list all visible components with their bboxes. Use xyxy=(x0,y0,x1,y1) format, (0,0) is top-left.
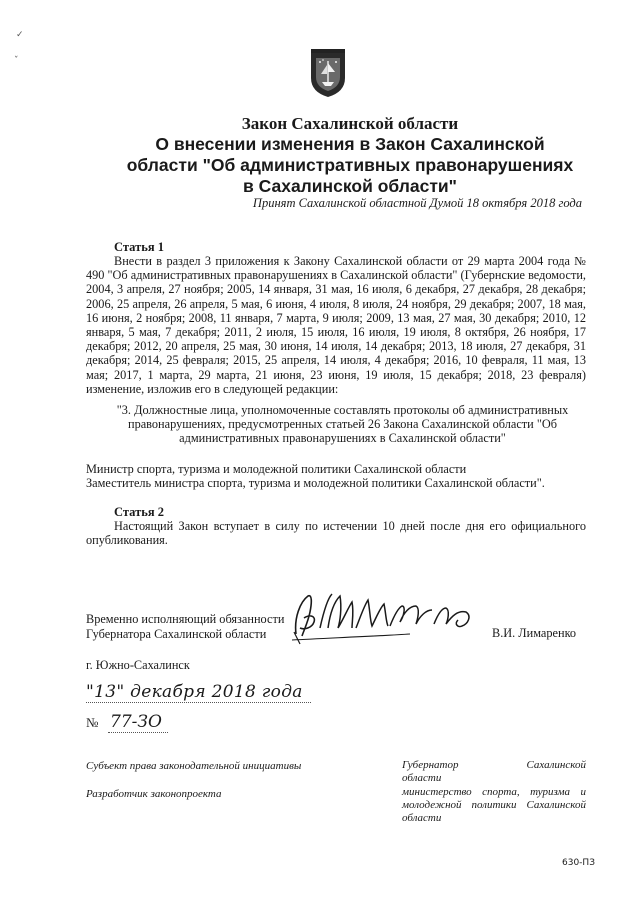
footer-developer-label: Разработчик законопроекта xyxy=(86,788,222,800)
law-title: Закон Сахалинской области xyxy=(241,114,459,133)
signatory-position-line: Временно исполняющий обязанности xyxy=(86,612,285,626)
coat-of-arms-icon xyxy=(308,48,348,98)
scan-mark: ˇ xyxy=(14,56,19,66)
minister-line: Министр спорта, туризма и молодежной политики Сахалинской области xyxy=(86,462,467,476)
city-line: г. Южно-Сахалинск xyxy=(86,658,190,672)
footer-subject-word: Сахалинской xyxy=(526,759,586,771)
article-2-heading: Статья 2 xyxy=(114,505,164,519)
main-title-line: О внесении изменения в Закон Сахалинской xyxy=(155,134,545,154)
handwritten-date: "13" декабря 2018 года xyxy=(86,682,303,702)
adoption-note: Принят Сахалинской областной Думой 18 октября 2018 года xyxy=(252,196,582,210)
footer-subject-label: Субъект права законодательной инициативы xyxy=(86,760,302,772)
signatory-position-line: Губернатора Сахалинской области xyxy=(86,626,267,641)
deputy-line: Заместитель министра спорта, туризма и молодежной политики Сахалинской области". xyxy=(86,476,545,490)
date-underline xyxy=(86,702,311,703)
main-title-line: в Сахалинской области" xyxy=(243,176,457,196)
footer-subject-word: Губернатор xyxy=(402,759,459,771)
footer-subject-word: области xyxy=(402,772,442,784)
signatory-name: В.И. Лимаренко xyxy=(492,626,577,640)
footer-developer-value: министерство спорта, туризма и молодежной политики Сахалинской области xyxy=(402,786,586,824)
article-1-heading: Статья 1 xyxy=(114,240,164,254)
number-line xyxy=(86,712,246,734)
number-underline xyxy=(108,732,168,733)
date-line xyxy=(86,682,326,704)
number-symbol: № xyxy=(86,715,99,730)
handwritten-number: 77-ЗО xyxy=(110,712,162,732)
signatory-position xyxy=(86,612,284,641)
scan-mark: ✓ xyxy=(16,30,24,40)
main-title-line: области "Об административных правонарушениях xyxy=(126,155,574,175)
document-code: 630-ПЗ xyxy=(562,858,595,868)
main-title xyxy=(60,134,640,197)
article-2-text: Настоящий Закон вступает в силу по истечении 10 дней после дня его официального опубликования. xyxy=(86,519,586,548)
footer-subject-value xyxy=(402,759,586,785)
article-1-quote: "3. Должностные лица, уполномоченные составлять протоколы об административных правонарушениях, предусмотренных статьей 26 Закона Сахалинской области "Об административных правонарушениях в Сахалинской области" xyxy=(116,403,569,446)
handwritten-signature xyxy=(290,588,490,652)
article-1-text: Внести в раздел 3 приложения к Закону Сахалинской области от 29 марта 2004 года № 490 "Об административных правонарушениях в Сахалинской области" (Губернские ведомости, 2004, 3 апреля, 27 ноября; 2005, 14 января, 31 мая, 16 июля, 6 декабря, 27 декабря, 28 декабря; 2006, 25 апреля, 26 апреля, 5 мая, 6 июня, 4 июля, 8 июля, 24 ноября, 29 декабря; 2007, 18 мая, 16 июня, 2 ноября; 2008, 11 января, 7 марта, 9 июля; 2009, 13 мая, 27 мая, 30 декабря; 2010, 12 января, 5 мая, 7 декабря; 2011, 2 июля, 15 июля, 16 июля, 19 июля, 8 октября, 26 ноября, 17 декабря; 2012, 20 апреля, 25 мая, 30 июня, 14 июля, 14 декабря; 2013, 18 июля, 27 декабря, 31 декабря; 2014, 25 февраля; 2015, 25 апреля, 14 июля, 4 декабря; 2016, 10 февраля, 11 мая, 13 мая; 2017, 1 марта, 29 марта, 21 июня, 23 июня, 19 июля, 15 декабря; 2018, 23 февраля) изменение, изложив его в следующей редакции: xyxy=(86,254,586,396)
